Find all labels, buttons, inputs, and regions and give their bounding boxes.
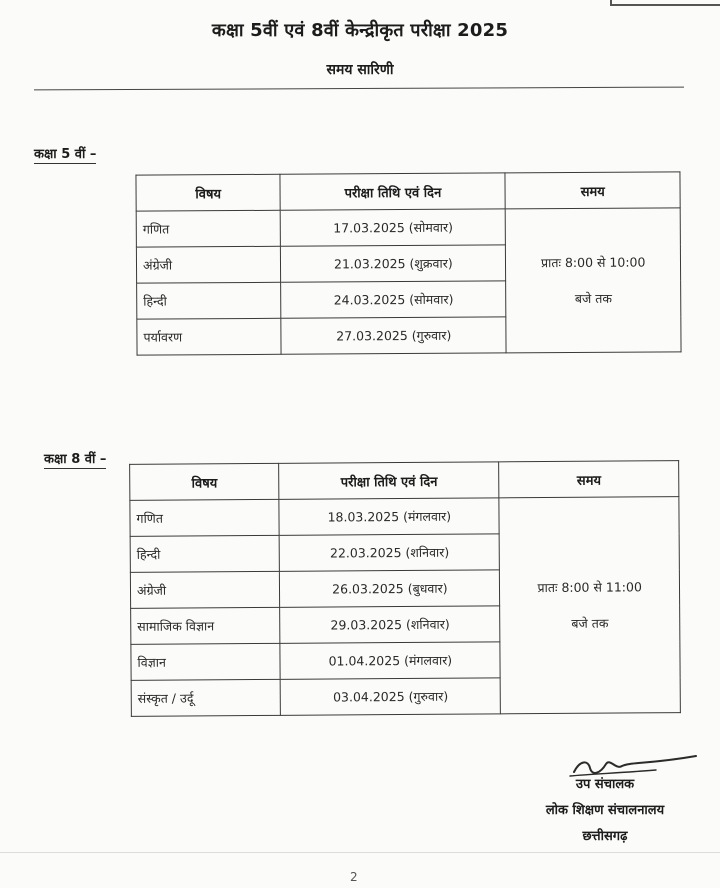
signatory-state: छत्तीसगढ़: [582, 829, 628, 844]
corner-mark: [610, 0, 720, 6]
column-header-date: परीक्षा तिथि एवं दिन: [279, 462, 499, 500]
time-suffix: बजे तक: [571, 615, 609, 631]
time-cell: [506, 208, 682, 353]
date-cell: 21.03.2025 (शुक्रवार): [281, 245, 506, 282]
subject-cell: अंग्रेजी: [136, 246, 281, 283]
signatory-office: लोक शिक्षण संचालनालय: [545, 803, 665, 818]
document-title: कक्षा 5वीं एवं 8वीं केन्द्रीकृत परीक्षा 2025: [211, 20, 509, 41]
class8-schedule-table: [129, 460, 681, 717]
table-row: [136, 208, 680, 247]
subject-cell: विज्ञान: [131, 643, 281, 680]
footer-divider: [0, 852, 720, 853]
date-cell: 27.03.2025 (गुरुवार): [281, 317, 506, 354]
subject-cell: अंग्रेजी: [130, 571, 280, 608]
column-header-subject: विषय: [136, 174, 281, 211]
table-header-row: [130, 461, 679, 501]
date-cell: 24.03.2025 (सोमवार): [281, 281, 506, 318]
date-cell: 26.03.2025 (बुधवार): [280, 570, 500, 608]
date-cell: 29.03.2025 (शनिवार): [280, 606, 500, 644]
subject-cell: हिन्दी: [137, 282, 282, 319]
time-cell: [499, 497, 680, 714]
column-header-time: समय: [499, 461, 679, 498]
header-divider: [34, 87, 684, 91]
page-number: 2: [350, 870, 358, 884]
table-row: [130, 497, 679, 537]
signatory-designation: उप संचालक: [575, 777, 635, 792]
time-range: प्रातः 8:00 से 10:00: [540, 254, 646, 270]
date-cell: 18.03.2025 (मंगलवार): [279, 498, 499, 536]
subject-cell: हिन्दी: [130, 535, 280, 572]
subject-cell: सामाजिक विज्ञान: [131, 607, 281, 644]
date-cell: 01.04.2025 (मंगलवार): [280, 642, 500, 680]
time-range: प्रातः 8:00 से 11:00: [537, 578, 642, 595]
subject-cell: संस्कृत / उर्दू: [131, 679, 281, 716]
date-cell: 22.03.2025 (शनिवार): [279, 534, 499, 572]
class8-label: कक्षा 8 वीं –: [44, 449, 106, 469]
subject-cell: गणित: [136, 210, 281, 247]
column-header-time: समय: [505, 172, 680, 209]
subject-cell: पर्यावरण: [137, 318, 282, 355]
document-subtitle: समय सारिणी: [326, 62, 394, 78]
date-cell: 17.03.2025 (सोमवार): [280, 209, 505, 246]
time-suffix: बजे तक: [574, 290, 613, 306]
column-header-subject: विषय: [130, 463, 280, 500]
column-header-date: परीक्षा तिथि एवं दिन: [280, 173, 505, 210]
class5-schedule-table: [135, 171, 681, 355]
table-header-row: [136, 172, 680, 211]
subject-cell: गणित: [130, 499, 280, 536]
class5-label: कक्षा 5 वीं –: [34, 144, 96, 164]
date-cell: 03.04.2025 (गुरुवार): [280, 678, 500, 716]
